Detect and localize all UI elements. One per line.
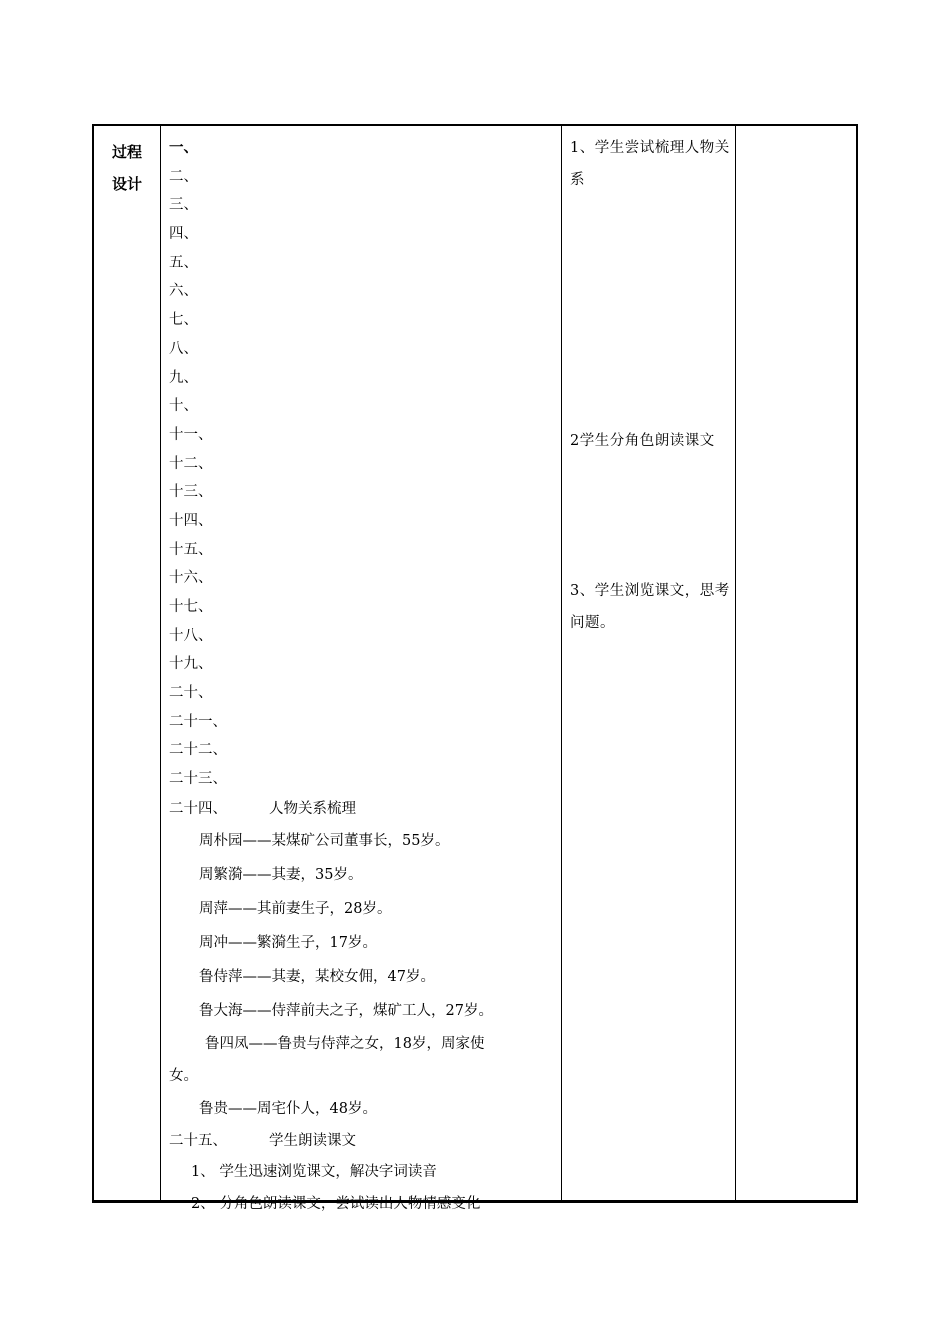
outline-item: 十一、 [169,426,213,443]
label-line: 设计 [111,175,142,193]
outline-item: 十九、 [169,656,213,673]
activity-item: 2学生分角色朗读课文 [570,433,715,449]
outline-item: 二十二、 [169,742,227,759]
outline-item: 十五、 [169,541,213,558]
reading-step: 2、 分角色朗读课文，尝试读出人物情感变化 [191,1195,481,1212]
column-divider [160,126,161,1200]
outline-item: 九、 [169,369,198,386]
outline-item: 五、 [169,254,198,271]
outline-item: 八、 [169,340,198,357]
process-design-label [94,126,160,200]
outline-item: 十三、 [169,484,213,501]
outline-item: 十八、 [169,627,213,644]
column-divider [735,126,736,1200]
character-line: 鲁大海——侍萍前夫之子，煤矿工人，27岁。 [199,1002,493,1019]
section-title: 学生朗读课文 [269,1132,356,1149]
outline-item: 三、 [169,197,198,214]
section-number: 二十四、 [169,800,227,817]
character-line: 周萍——其前妻生子，28岁。 [199,900,392,917]
character-line: 鲁侍萍——其妻，某校女佣，47岁。 [199,968,435,985]
outline-item: 十六、 [169,570,213,587]
outline-item: 二十、 [169,685,213,702]
reading-step: 1、 学生迅速浏览课文，解决字词读音 [191,1163,437,1180]
label-line: 过程 [111,143,142,161]
outline-item: 七、 [169,312,198,329]
outline-item: 二十三、 [169,771,227,788]
section-heading-reading [169,1126,559,1156]
character-line: 周冲——繁漪生子，17岁。 [199,934,377,951]
outline-item: 一、 [169,140,198,156]
outline-item: 十二、 [169,455,213,472]
outline-item: 六、 [169,283,198,300]
character-line-continued: 女。 [169,1067,198,1084]
character-line: 周朴园——某煤矿公司董事长，55岁。 [199,832,450,849]
outline-item: 四、 [169,226,198,243]
character-line: 鲁贵——周宅仆人，48岁。 [199,1100,377,1117]
content-cell [169,126,559,1220]
activity-item: 3、学生浏览课文，思考问题。 [570,583,730,631]
lesson-table [92,124,858,1212]
outline-list [169,134,559,794]
outline-item: 二十一、 [169,713,227,730]
section-heading-characters [169,794,559,824]
outline-item: 二、 [169,168,198,185]
outline-item: 十七、 [169,599,213,615]
section-number: 二十五、 [169,1132,227,1149]
section-title: 人物关系梳理 [269,800,356,817]
character-line: 鲁四凤——鲁贵与侍萍之女，18岁，周家使 [205,1035,485,1052]
outline-item: 十、 [169,398,198,415]
activity-item: 1、学生尝试梳理人物关系 [570,140,730,188]
character-line: 周繁漪——其妻，35岁。 [199,866,363,883]
column-divider [561,126,562,1200]
outline-item: 十四、 [169,512,213,529]
